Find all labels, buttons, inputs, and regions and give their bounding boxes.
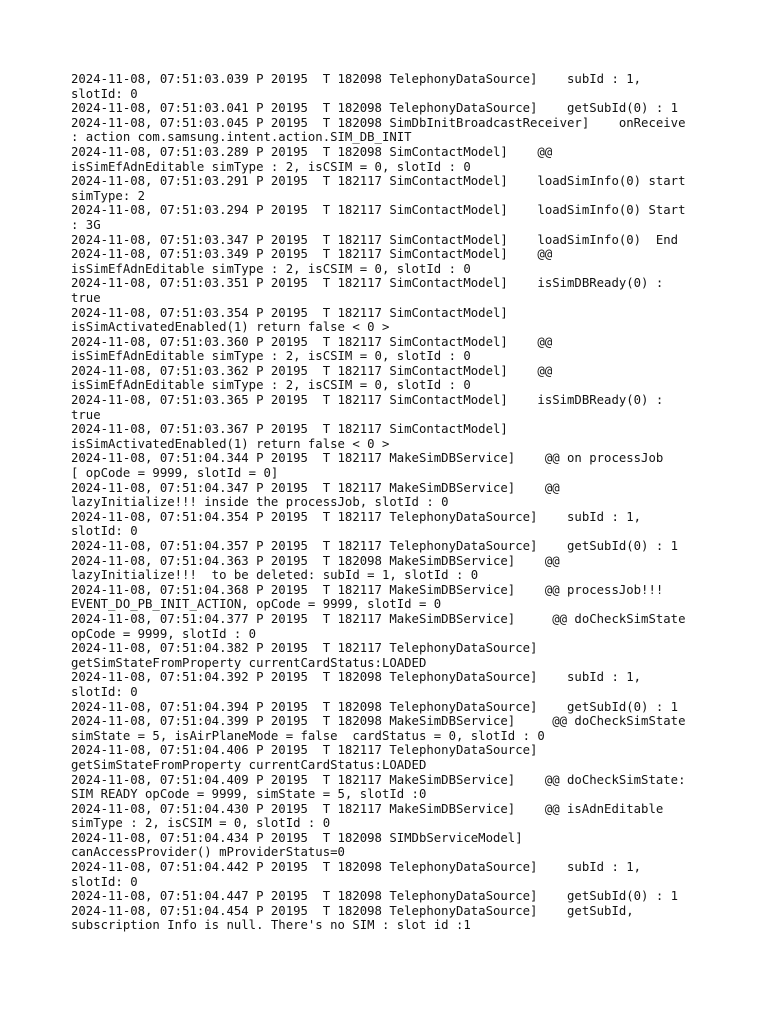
log-line: isSimEfAdnEditable simType : 2, isCSIM = 0, slotId : 0 bbox=[71, 378, 471, 393]
log-line: 2024-11-08, 07:51:04.347 P 20195 T 182117 MakeSimDBService] @@ bbox=[71, 480, 560, 495]
log-line: 2024-11-08, 07:51:03.354 P 20195 T 182117 SimContactModel] bbox=[71, 305, 508, 320]
log-line: 2024-11-08, 07:51:04.392 P 20195 T 182098 TelephonyDataSource] subId : 1, bbox=[71, 670, 642, 685]
log-line: slotId: 0 bbox=[71, 86, 138, 101]
log-line: slotId: 0 bbox=[71, 524, 138, 539]
log-line: 2024-11-08, 07:51:04.406 P 20195 T 182117 TelephonyDataSource] bbox=[71, 743, 538, 758]
log-line: : 3G bbox=[71, 217, 101, 232]
log-line: 2024-11-08, 07:51:04.368 P 20195 T 182117 MakeSimDBService] @@ processJob!!! bbox=[71, 582, 664, 597]
log-line: 2024-11-08, 07:51:04.377 P 20195 T 182117 MakeSimDBService] @@ doCheckSimState bbox=[71, 611, 686, 626]
log-line: [ opCode = 9999, slotId = 0] bbox=[71, 466, 279, 481]
log-line: 2024-11-08, 07:51:03.367 P 20195 T 182117 SimContactModel] bbox=[71, 422, 508, 437]
log-line: 2024-11-08, 07:51:04.344 P 20195 T 182117 MakeSimDBService] @@ on processJob bbox=[71, 451, 664, 466]
log-line: 2024-11-08, 07:51:03.362 P 20195 T 182117 SimContactModel] @@ bbox=[71, 363, 553, 378]
log-line: 2024-11-08, 07:51:03.291 P 20195 T 182117 SimContactModel] loadSimInfo(0) start bbox=[71, 174, 686, 189]
log-line: true bbox=[71, 407, 101, 422]
log-line: 2024-11-08, 07:51:03.347 P 20195 T 182117 SimContactModel] loadSimInfo(0) End bbox=[71, 232, 679, 247]
log-line: 2024-11-08, 07:51:04.430 P 20195 T 182117 MakeSimDBService] @@ isAdnEditable bbox=[71, 801, 664, 816]
log-line: subscription Info is null. There's no SIM : slot id :1 bbox=[71, 918, 471, 933]
log-line: isSimEfAdnEditable simType : 2, isCSIM = 0, slotId : 0 bbox=[71, 159, 471, 174]
log-line: 2024-11-08, 07:51:03.045 P 20195 T 182098 SimDbInitBroadcastReceiver] onReceive bbox=[71, 115, 686, 130]
log-line: lazyInitialize!!! inside the processJob, slotId : 0 bbox=[71, 495, 449, 510]
log-line: slotId: 0 bbox=[71, 874, 138, 889]
log-line: lazyInitialize!!! to be deleted: subId = 1, slotId : 0 bbox=[71, 568, 479, 583]
log-line: 2024-11-08, 07:51:04.354 P 20195 T 182117 TelephonyDataSource] subId : 1, bbox=[71, 509, 642, 524]
log-document bbox=[71, 72, 711, 933]
log-line: 2024-11-08, 07:51:04.454 P 20195 T 182098 TelephonyDataSource] getSubId, bbox=[71, 903, 634, 918]
log-line: 2024-11-08, 07:51:03.289 P 20195 T 182098 SimContactModel] @@ bbox=[71, 144, 553, 159]
log-line: : action com.samsung.intent.action.SIM_DB_INIT bbox=[71, 130, 412, 145]
log-line: 2024-11-08, 07:51:04.363 P 20195 T 182098 MakeSimDBService] @@ bbox=[71, 553, 560, 568]
log-line: isSimEfAdnEditable simType : 2, isCSIM = 0, slotId : 0 bbox=[71, 349, 471, 364]
log-line: simState = 5, isAirPlaneMode = false cardStatus = 0, slotId : 0 bbox=[71, 728, 545, 743]
log-line: SIM READY opCode = 9999, simState = 5, slotId :0 bbox=[71, 787, 427, 802]
log-line: isSimEfAdnEditable simType : 2, isCSIM = 0, slotId : 0 bbox=[71, 261, 471, 276]
log-line: 2024-11-08, 07:51:03.351 P 20195 T 182117 SimContactModel] isSimDBReady(0) : bbox=[71, 276, 664, 291]
log-line: 2024-11-08, 07:51:03.349 P 20195 T 182117 SimContactModel] @@ bbox=[71, 247, 553, 262]
log-line: true bbox=[71, 290, 101, 305]
log-line: 2024-11-08, 07:51:03.294 P 20195 T 182117 SimContactModel] loadSimInfo(0) Start bbox=[71, 203, 686, 218]
log-line: 2024-11-08, 07:51:04.357 P 20195 T 182117 TelephonyDataSource] getSubId(0) : 1 bbox=[71, 539, 679, 553]
log-line: 2024-11-08, 07:51:04.382 P 20195 T 182117 TelephonyDataSource] bbox=[71, 641, 538, 656]
log-line: 2024-11-08, 07:51:04.409 P 20195 T 182117 MakeSimDBService] @@ doCheckSimState: bbox=[71, 772, 686, 787]
log-line: getSimStateFromProperty currentCardStatus:LOADED bbox=[71, 655, 427, 670]
log-line: 2024-11-08, 07:51:03.039 P 20195 T 182098 TelephonyDataSource] subId : 1, bbox=[71, 72, 642, 86]
log-line: EVENT_DO_PB_INIT_ACTION, opCode = 9999, slotId = 0 bbox=[71, 597, 442, 612]
log-line: canAccessProvider() mProviderStatus=0 bbox=[71, 845, 345, 860]
log-line: isSimActivatedEnabled(1) return false < 0 > bbox=[71, 436, 390, 451]
log-line: getSimStateFromProperty currentCardStatus:LOADED bbox=[71, 757, 427, 772]
log-line: simType: 2 bbox=[71, 188, 146, 203]
log-line: opCode = 9999, slotId : 0 bbox=[71, 626, 257, 641]
log-line: isSimActivatedEnabled(1) return false < 0 > bbox=[71, 320, 390, 335]
log-line: slotId: 0 bbox=[71, 684, 138, 699]
log-line: 2024-11-08, 07:51:04.447 P 20195 T 182098 TelephonyDataSource] getSubId(0) : 1 bbox=[71, 889, 679, 904]
log-line: 2024-11-08, 07:51:03.365 P 20195 T 182117 SimContactModel] isSimDBReady(0) : bbox=[71, 393, 664, 408]
log-line: 2024-11-08, 07:51:03.041 P 20195 T 182098 TelephonyDataSource] getSubId(0) : 1 bbox=[71, 101, 679, 116]
log-text-block bbox=[71, 72, 711, 933]
log-line: 2024-11-08, 07:51:04.442 P 20195 T 182098 TelephonyDataSource] subId : 1, bbox=[71, 860, 642, 875]
log-line: 2024-11-08, 07:51:04.399 P 20195 T 182098 MakeSimDBService] @@ doCheckSimState bbox=[71, 714, 686, 729]
log-line: 2024-11-08, 07:51:04.434 P 20195 T 182098 SIMDbServiceModel] bbox=[71, 830, 523, 845]
log-line: 2024-11-08, 07:51:04.394 P 20195 T 182098 TelephonyDataSource] getSubId(0) : 1 bbox=[71, 699, 679, 714]
log-line: 2024-11-08, 07:51:03.360 P 20195 T 182117 SimContactModel] @@ bbox=[71, 334, 553, 349]
log-line: simType : 2, isCSIM = 0, slotId : 0 bbox=[71, 816, 331, 831]
